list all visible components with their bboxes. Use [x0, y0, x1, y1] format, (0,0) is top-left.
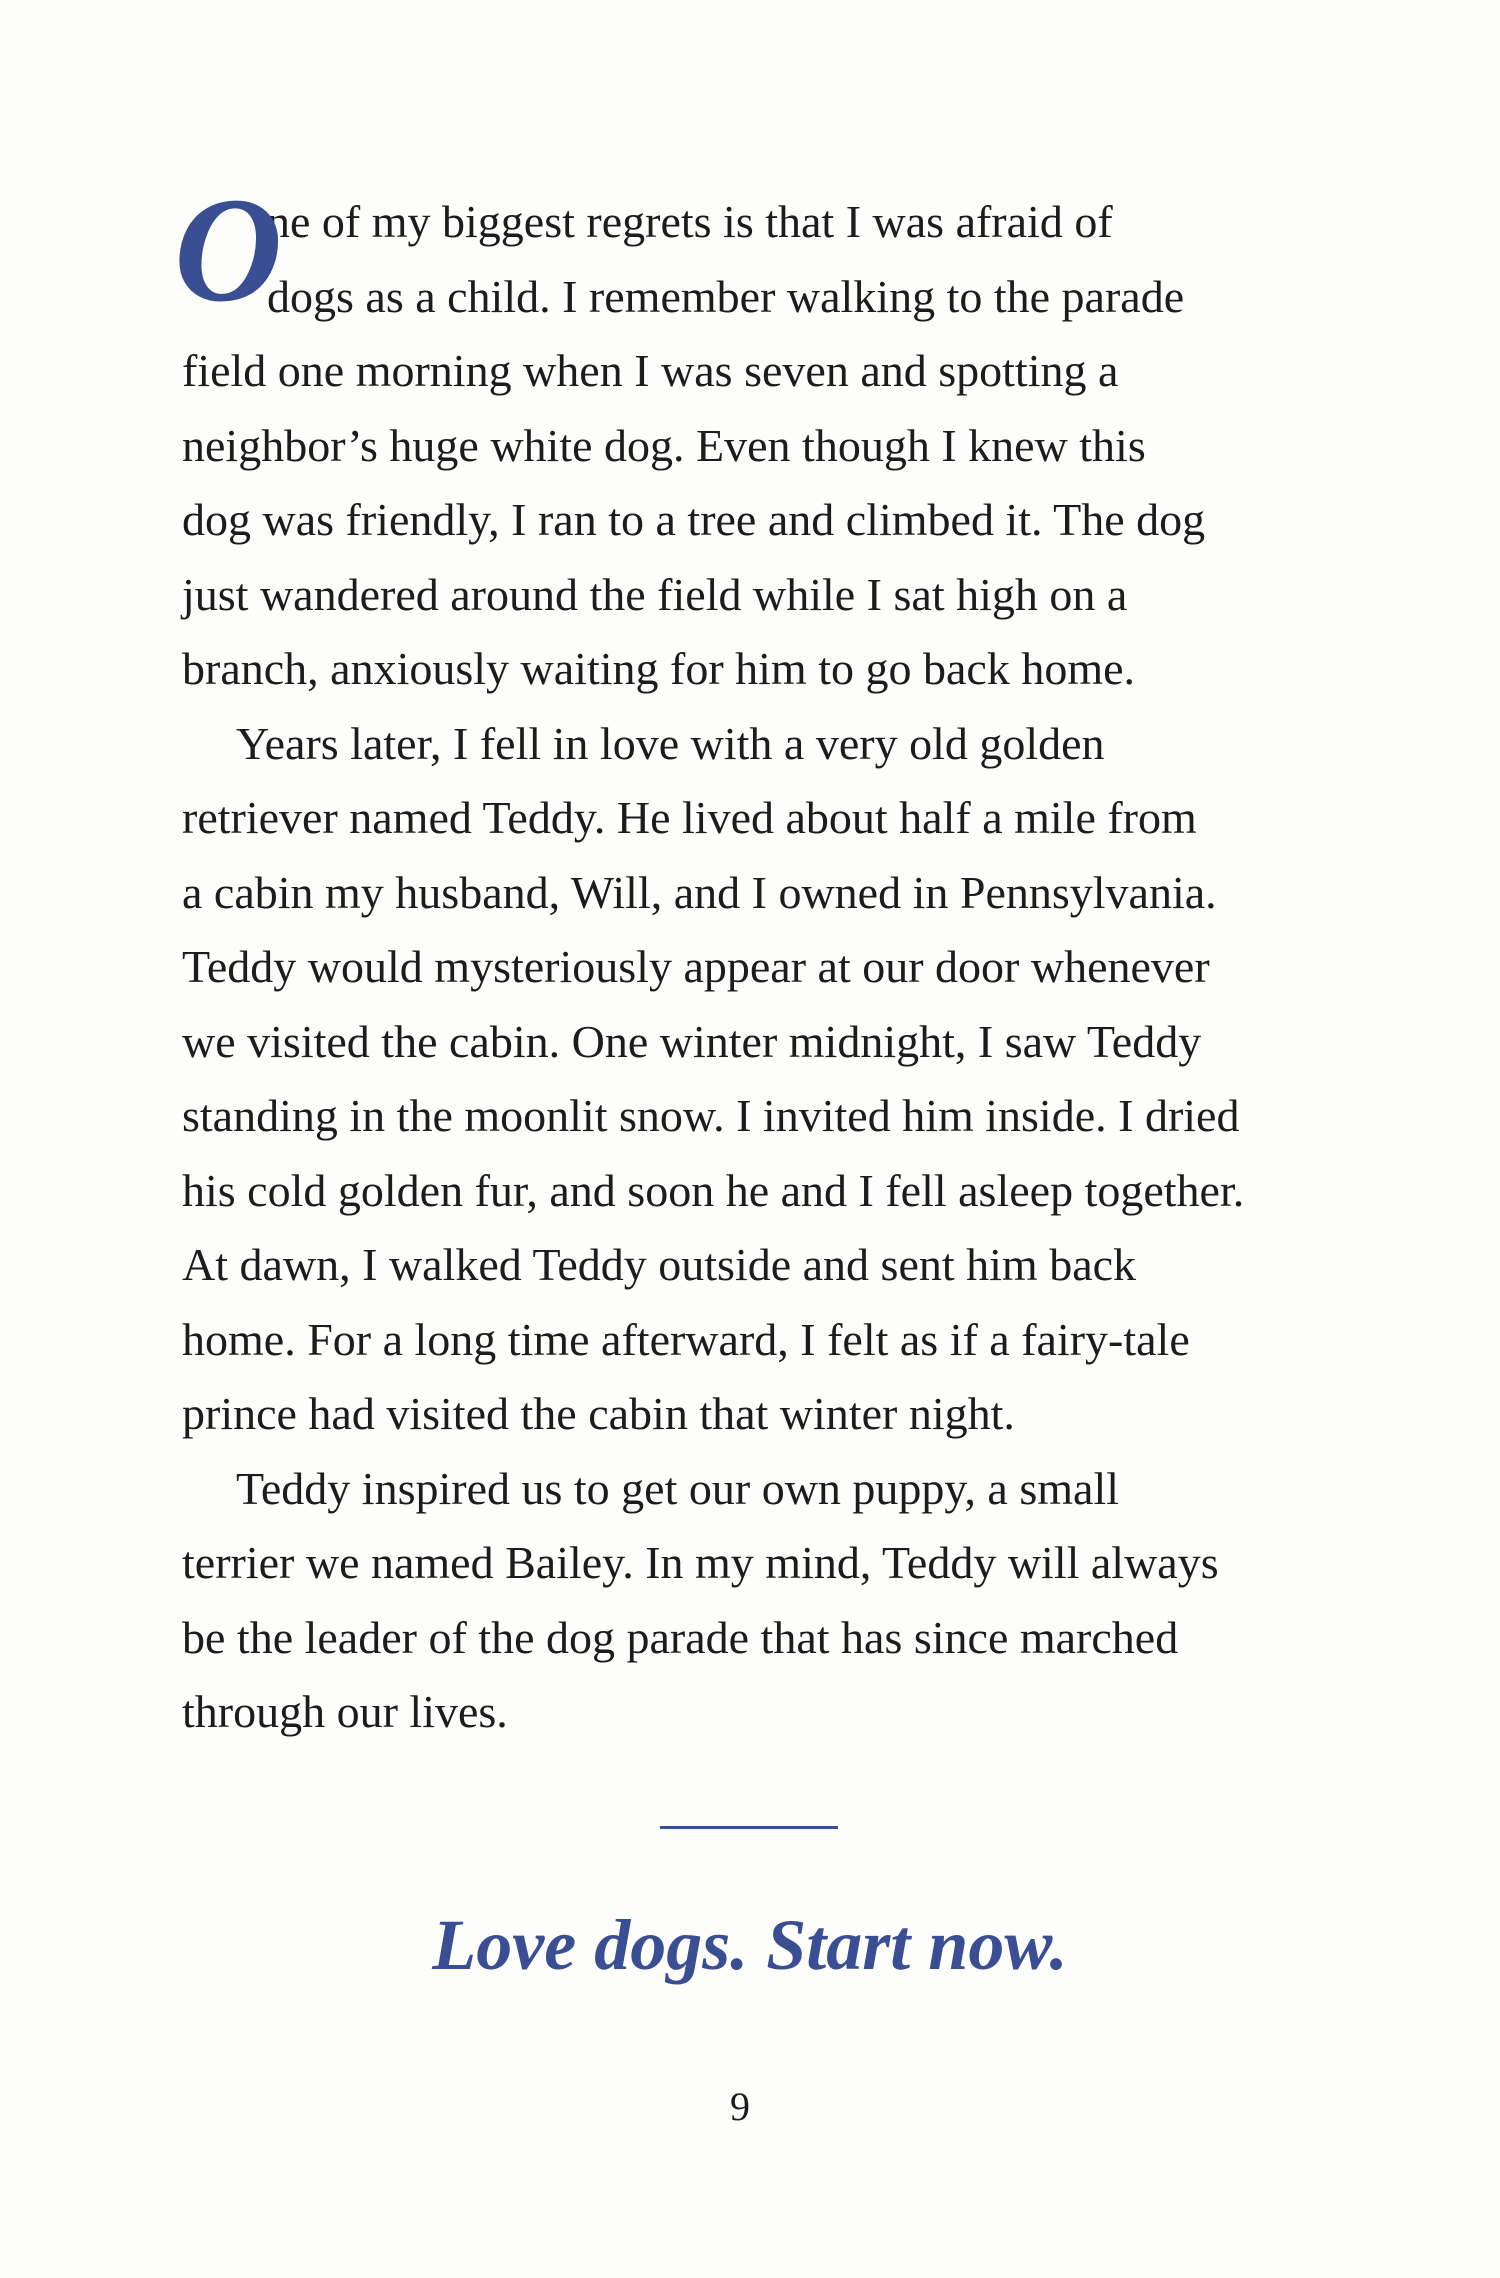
tagline: Love dogs. Start now.	[432, 1905, 1068, 1985]
text-line: Teddy would mysteriously appear at our door whenever	[182, 941, 1210, 992]
text-line: dogs as a child. I remember walking to the parade	[267, 270, 1185, 322]
text-line: field one morning when I was seven and spotting a	[182, 345, 1119, 396]
page-number: 9	[730, 2084, 750, 2129]
text-line: prince had visited the cabin that winter night.	[182, 1388, 1015, 1439]
text-line: Years later, I fell in love with a very old golden	[236, 717, 1105, 769]
text-line: retriever named Teddy. He lived about half a mile from	[182, 792, 1197, 843]
text-line: standing in the moonlit snow. I invited him inside. I dried	[182, 1090, 1240, 1141]
text-line: through our lives.	[182, 1686, 508, 1737]
text-line: terrier we named Bailey. In my mind, Teddy will always	[182, 1537, 1219, 1588]
text-line: a cabin my husband, Will, and I owned in Pennsylvania.	[182, 866, 1217, 918]
section-divider	[660, 1826, 838, 1829]
text-line: ne of my biggest regrets is that I was afraid of	[267, 196, 1113, 247]
story-text	[174, 167, 1332, 1750]
text-line: branch, anxiously waiting for him to go back home.	[182, 643, 1136, 694]
text-line: neighbor’s huge white dog. Even though I knew this	[182, 419, 1146, 471]
text-line: his cold golden fur, and soon he and I fell asleep together.	[182, 1164, 1245, 1216]
text-line: be the leader of the dog parade that has since marched	[182, 1611, 1179, 1663]
text-line: dog was friendly, I ran to a tree and climbed it. The dog	[182, 494, 1206, 545]
text-line: home. For a long time afterward, I felt as if a fairy-tale	[182, 1313, 1190, 1365]
text-line: just wandered around the field while I sat high on a	[182, 568, 1128, 620]
text-line: At dawn, I walked Teddy outside and sent him back	[182, 1239, 1137, 1290]
drop-cap: O	[174, 167, 283, 333]
paragraph-1	[174, 167, 1332, 707]
text-line: Teddy inspired us to get our own puppy, a small	[236, 1462, 1120, 1514]
paragraph-2	[182, 707, 1332, 1452]
paragraph-3	[182, 1452, 1332, 1750]
text-line: we visited the cabin. One winter midnight, I saw Teddy	[182, 1015, 1202, 1067]
